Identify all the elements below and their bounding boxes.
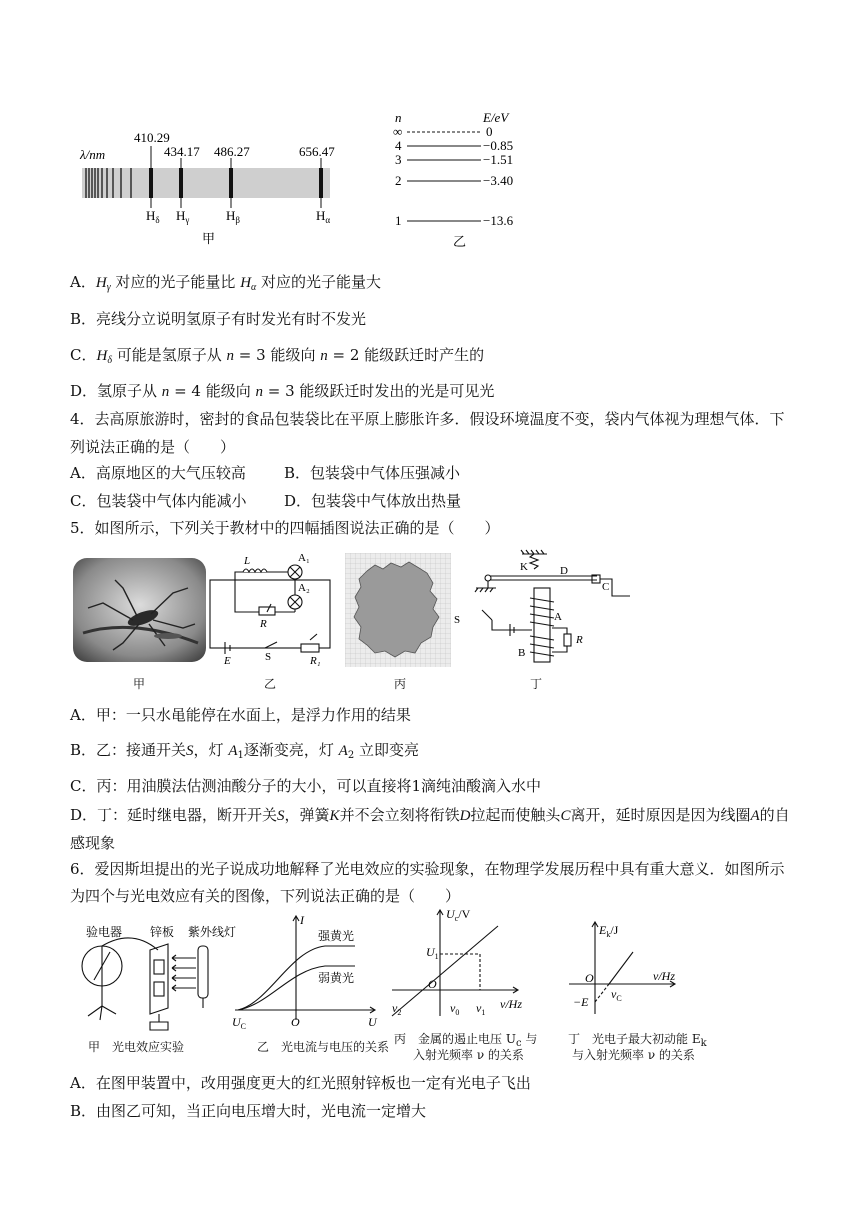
stopping-voltage-chart (388, 906, 543, 1021)
fig3-caption-line1: 丙 金属的遏止电压 $U_c$ 与 (394, 1032, 538, 1049)
kinetic-energy-chart (555, 918, 705, 1018)
level-2 (395, 173, 513, 188)
level-4 (395, 138, 513, 153)
svg-text:U: U (368, 1015, 377, 1029)
svg-text:−1.51: −1.51 (483, 152, 514, 167)
level-3 (395, 152, 513, 167)
svg-text:A₂: A₂ (298, 582, 310, 594)
svg-text:O: O (428, 977, 437, 991)
q5-caption-bing: 丙 (394, 677, 407, 691)
water-strider-photo (73, 558, 206, 662)
q4-stem-line2: 列说法正确的是（ ） (70, 438, 236, 456)
q3-option-d: D．氢原子从 n = 4 能级向 n = 3 能级跃迁时发出的光是可见光 (70, 382, 495, 400)
q3-option-a: A．$H_\gamma$ 对应的光子能量比 $H_\alpha$ 对应的光子能量大 (70, 273, 382, 293)
svg-text:Hδ: $H_\delta$ (146, 208, 160, 225)
svg-text:486.27: 486.27 (214, 144, 250, 159)
svg-text:U1: $U_1$ (426, 945, 439, 961)
svg-text:C: C (602, 581, 610, 593)
hydrogen-spectrum-figure (70, 108, 350, 253)
svg-text:R₁: R₁ (310, 655, 321, 667)
fig1-caption: 甲 光电效应实验 (88, 1040, 185, 1054)
q5-option-c: C．丙：用油膜法估测油酸分子的大小，可以直接将1滴纯油酸滴入水中 (70, 777, 542, 795)
svg-text:ν/Hz: ν/Hz (653, 969, 675, 983)
svg-text:强黄光: 强黄光 (318, 929, 355, 943)
q5-option-a: A．甲：一只水黾能停在水面上，是浮力作用的结果 (70, 706, 411, 724)
svg-text:0: 0 (486, 124, 493, 139)
spectrum-band (82, 168, 330, 198)
svg-text:D: D (560, 565, 568, 577)
svg-text:656.47: 656.47 (299, 144, 335, 159)
q4-option-b: B．包装袋中气体压强减小 (284, 464, 461, 482)
fig4-caption-line2: 与入射光频率 ν 的关系 (572, 1048, 695, 1062)
svg-text:锌板: 锌板 (150, 925, 175, 939)
svg-text:A₁: A₁ (298, 552, 310, 564)
svg-text:Hγ: $H_\gamma$ (176, 208, 190, 225)
svg-text:νC: $\nu_C$ (611, 987, 622, 1003)
svg-text:434.17: 434.17 (164, 144, 200, 159)
q5-option-d-line2: 感现象 (70, 834, 116, 852)
svg-text:O: O (291, 1015, 300, 1029)
svg-text:−3.40: −3.40 (483, 173, 514, 188)
svg-text:ν1: $\nu_1$ (476, 1001, 486, 1017)
q6-stem-line2: 为四个与光电效应有关的图像，下列说法正确的是（ ） (70, 887, 461, 905)
svg-text:4: 4 (395, 138, 402, 153)
q5-option-d-line1: D．丁：延时继电器，断开开关S，弹簧K并不会立刻将衔铁D拉起而使触头C离开，延时原因是因为线圈A的自 (70, 806, 790, 824)
svg-text:E: E (224, 655, 231, 667)
svg-text:B: B (518, 647, 526, 659)
q6-option-a: A．在图甲装置中，改用强度更大的红光照射锌板也一定有光电子飞出 (70, 1074, 531, 1092)
photoelectric-apparatus (72, 918, 237, 1058)
q4-option-a: A．高原地区的大气压较高 (70, 464, 246, 482)
svg-text:Hβ: $H_\beta$ (226, 208, 240, 225)
q6-stem-line1: 6．爱因斯坦提出的光子说成功地解释了光电效应的实验现象，在物理学发展历程中具有重大意义．如图所示 (70, 860, 785, 878)
svg-text:A: A (554, 611, 562, 623)
svg-text:S: S (454, 614, 461, 626)
self-inductance-circuit (205, 550, 340, 670)
svg-text:410.29: 410.29 (134, 130, 170, 145)
q5-caption-yi: 乙 (264, 677, 277, 691)
svg-text:K: K (520, 561, 528, 573)
svg-text:∞: ∞ (393, 124, 403, 139)
svg-text:R: R (576, 634, 583, 646)
energy-level-figure (385, 110, 545, 255)
svg-text:Hα: $H_\alpha$ (316, 208, 331, 225)
svg-text:ν/Hz: ν/Hz (500, 997, 522, 1011)
svg-text:−13.6: −13.6 (483, 213, 514, 228)
energy-level-caption: 乙 (453, 234, 467, 249)
level-infinity (393, 124, 493, 139)
svg-text:1: 1 (395, 213, 402, 228)
svg-text:UC: $U_C$ (232, 1015, 247, 1030)
spectrum-caption: 甲 (202, 231, 216, 246)
fig3-caption-line2: 入射光频率 ν 的关系 (413, 1048, 524, 1062)
q5-caption-jia: 甲 (133, 677, 146, 691)
n-axis-label: n (395, 110, 402, 125)
svg-text:3: 3 (395, 152, 402, 167)
fig4-caption-line1: 丁 光电子最大初动能 $E_k$ (568, 1032, 707, 1049)
svg-text:L: L (244, 555, 251, 567)
q4-option-c: C．包装袋中气体内能减小 (70, 492, 247, 510)
svg-text:I: I (300, 913, 304, 927)
svg-text:验电器: 验电器 (86, 925, 123, 939)
svg-text:−E: −E (573, 995, 589, 1009)
svg-text:ν0: $\nu_0$ (450, 1001, 460, 1017)
e-axis-label: E/eV (483, 110, 509, 125)
q4-stem-line1: 4．去高原旅游时，密封的食品包装袋比在平原上膨胀许多．假设环境温度不变，袋内气体视为理想气体．下 (70, 410, 785, 428)
delay-relay-diagram (452, 548, 642, 673)
svg-text:O: O (585, 971, 594, 985)
q3-option-c: C．$H_\delta$ 可能是氢原子从 n = 3 能级向 n = 2 能级跃迁时产生的 (70, 346, 485, 366)
level-1 (395, 213, 514, 228)
q3-option-b: B．亮线分立说明氢原子有时发光有时不发光 (70, 310, 367, 328)
fig2-caption: 乙 光电流与电压的关系 (257, 1040, 390, 1054)
q5-option-b: B．乙：接通开关S，灯 $A_1$逐渐变亮，灯 $A_2$ 立即变亮 (70, 741, 419, 761)
q5-caption-ding: 丁 (530, 677, 543, 691)
oil-film-grid (345, 553, 451, 667)
svg-text:R: R (260, 618, 267, 630)
spectrum-axis-label: λ/nm (80, 147, 106, 162)
q6-option-b: B．由图乙可知，当正向电压增大时，光电流一定增大 (70, 1102, 427, 1120)
svg-text:2: 2 (395, 173, 402, 188)
iv-curve-chart (230, 910, 385, 1030)
svg-text:紫外线灯: 紫外线灯 (188, 925, 237, 939)
svg-text:−0.85: −0.85 (483, 138, 514, 153)
svg-text:Ek/J: $E_k/J$ (599, 923, 619, 939)
svg-text:S: S (265, 651, 272, 663)
svg-text:Uc/V: $U_c/V$ (446, 907, 471, 923)
svg-text:弱黄光: 弱黄光 (318, 971, 355, 985)
q4-option-d: D．包装袋中气体放出热量 (284, 492, 462, 510)
svg-text:ν2: $\nu_2$ (392, 1001, 402, 1017)
q5-stem: 5．如图所示，下列关于教材中的四幅插图说法正确的是（ ） (70, 519, 500, 537)
